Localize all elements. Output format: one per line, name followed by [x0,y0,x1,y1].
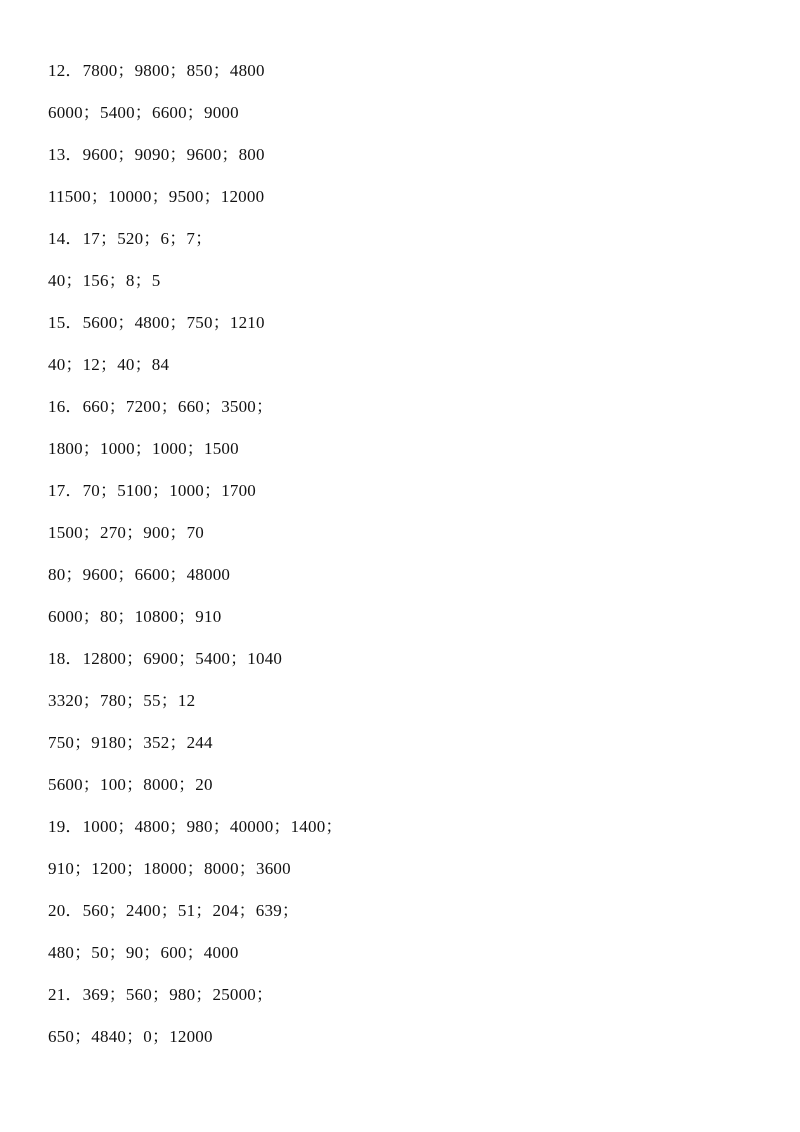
answer-line: 3320；780；55；12 [48,691,196,710]
answer-line: 40；156；8；5 [48,271,161,290]
answer-line: 6000；80；10800；910 [48,607,222,626]
answer-line: 13．9600；9090；9600；800 [48,145,265,164]
answer-line: 21．369；560；980；25000； [48,985,274,1004]
answer-lines [48,58,343,1066]
answer-line: 6000；5400；6600；9000 [48,103,239,122]
answer-line: 16．660；7200；660；3500； [48,397,274,416]
answer-line: 19．1000；4800；980；40000；1400； [48,817,343,836]
answer-line: 18．12800；6900；5400；1040 [48,649,283,668]
answer-line: 650；4840；0；12000 [48,1027,213,1046]
answer-line: 15．5600；4800；750；1210 [48,313,265,332]
answer-line: 910；1200；18000；8000；3600 [48,859,291,878]
answer-line: 17．70；5100；1000；1700 [48,481,256,500]
answer-line: 1500；270；900；70 [48,523,204,542]
answer-line: 480；50；90；600；4000 [48,943,239,962]
answer-line: 5600；100；8000；20 [48,775,213,794]
answer-line: 80；9600；6600；48000 [48,565,231,584]
answer-line: 20．560；2400；51；204；639； [48,901,300,920]
answer-line: 14．17；520；6；7； [48,229,213,248]
answer-line: 1800；1000；1000；1500 [48,439,239,458]
answer-line: 11500；10000；9500；12000 [48,187,265,206]
answer-line: 12．7800；9800；850；4800 [48,61,265,80]
answer-line: 750；9180；352；244 [48,733,213,752]
answer-line: 40；12；40；84 [48,355,170,374]
